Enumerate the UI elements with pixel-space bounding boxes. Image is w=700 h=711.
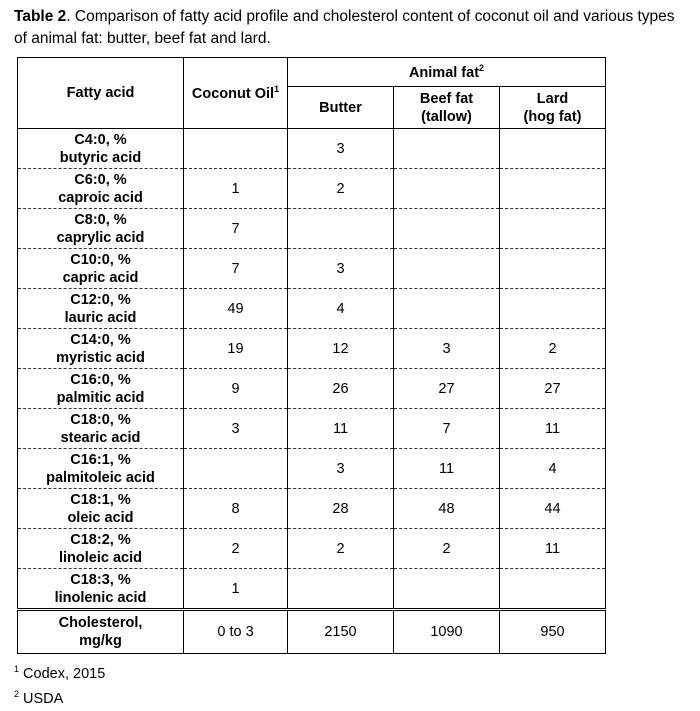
fatty-acid-name: capric acid (62, 269, 139, 286)
header-fatty-acid: Fatty acid (18, 58, 184, 129)
coconut-value-cell (184, 129, 288, 169)
header-butter: Butter (288, 87, 394, 129)
table-row (18, 369, 606, 409)
lard-value-cell: 44 (500, 489, 606, 529)
lard-value-cell (500, 169, 606, 209)
footnote-mark-2: 2 (479, 63, 485, 74)
coconut-value-cell: 19 (184, 329, 288, 369)
footnote-2: $^2$ USDA (14, 688, 64, 707)
coconut-value-cell: 49 (184, 289, 288, 329)
butter-value-cell: 26 (288, 369, 394, 409)
beef-value-cell: 27 (394, 369, 500, 409)
footnote-mark-1: 1 (274, 84, 280, 95)
fatty-acid-name: linoleic acid (59, 549, 142, 566)
fatty-acid-cell (18, 529, 184, 569)
fatty-acid-name: butyric acid (59, 149, 142, 166)
table-row (18, 249, 606, 289)
lard-value-cell: 11 (500, 529, 606, 569)
fatty-acid-name: lauric acid (64, 309, 137, 326)
butter-value-cell: 2 (288, 169, 394, 209)
lard-value-cell: 11 (500, 409, 606, 449)
fatty-acid-name: stearic acid (60, 429, 141, 446)
fatty-acid-name: mg/kg (79, 633, 122, 649)
table-row (18, 409, 606, 449)
fatty-acid-code: Cholesterol, (58, 615, 143, 631)
coconut-value-cell: 2 (184, 529, 288, 569)
beef-value-cell (394, 169, 500, 209)
fatty-acid-cell (18, 209, 184, 249)
butter-value-cell (288, 569, 394, 610)
fatty-acid-cell (18, 449, 184, 489)
butter-value-cell: 3 (288, 129, 394, 169)
header-lard: Lard (hog fat) (500, 87, 606, 129)
beef-value-cell (394, 129, 500, 169)
caption-label: Table 2 (14, 8, 67, 25)
butter-value-cell: 2150 (288, 610, 394, 654)
footnote-1: $^1$ Codex, 2015 (14, 664, 106, 682)
coconut-value-cell: 1 (184, 569, 288, 610)
fatty-acid-cell (18, 569, 184, 610)
beef-value-cell: 2 (394, 529, 500, 569)
beef-value-cell: 3 (394, 329, 500, 369)
fatty-acid-code: C16:1, % (70, 451, 131, 468)
beef-value-cell: 1090 (394, 610, 500, 654)
beef-value-cell: 7 (394, 409, 500, 449)
lard-value-cell (500, 249, 606, 289)
beef-value-cell (394, 289, 500, 329)
fatty-acid-code: C14:0, % (70, 331, 131, 348)
fatty-acid-name: myristic acid (56, 349, 145, 366)
table-row (18, 169, 606, 209)
cholesterol-row (18, 610, 606, 654)
fatty-acid-cell (18, 329, 184, 369)
fatty-acid-cell (18, 610, 184, 654)
coconut-value-cell: 7 (184, 209, 288, 249)
table-row (18, 329, 606, 369)
lard-value-cell (500, 129, 606, 169)
header-beef-fat: Beef fat (tallow) (394, 87, 500, 129)
fatty-acid-code: C4:0, % (74, 131, 127, 148)
fatty-acid-code: C18:0, % (70, 411, 131, 428)
coconut-value-cell (184, 449, 288, 489)
fatty-acid-code: C18:3, % (70, 571, 131, 588)
butter-value-cell: 3 (288, 449, 394, 489)
lard-value-cell (500, 289, 606, 329)
coconut-value-cell: 3 (184, 409, 288, 449)
table-row (18, 529, 606, 569)
fatty-acid-code: C6:0, % (74, 171, 127, 188)
fatty-acid-code: C16:0, % (70, 371, 131, 388)
coconut-value-cell: 7 (184, 249, 288, 289)
fatty-acid-code: C12:0, % (70, 291, 131, 308)
fatty-acid-code: C8:0, % (74, 211, 127, 228)
fatty-acid-cell (18, 289, 184, 329)
fatty-acid-name: caproic acid (58, 189, 143, 206)
footnotes (14, 659, 105, 709)
header-animal-fat: Animal fat$^2$ (288, 58, 606, 87)
table-row (18, 289, 606, 329)
lard-value-cell: 4 (500, 449, 606, 489)
beef-value-cell: 11 (394, 449, 500, 489)
lard-value-cell: 950 (500, 610, 606, 654)
fatty-acid-code: C18:1, % (70, 491, 131, 508)
fatty-acid-table (17, 57, 606, 654)
butter-value-cell: 2 (288, 529, 394, 569)
coconut-value-cell: 8 (184, 489, 288, 529)
fatty-acid-name: oleic acid (67, 509, 134, 526)
fatty-acid-code: C10:0, % (70, 251, 131, 268)
beef-value-cell (394, 249, 500, 289)
coconut-value-cell: 1 (184, 169, 288, 209)
butter-value-cell (288, 209, 394, 249)
fatty-acid-name: palmitic acid (56, 389, 145, 406)
lard-value-cell: 2 (500, 329, 606, 369)
table-row (18, 209, 606, 249)
caption-text: . Comparison of fatty acid profile and cholesterol content of coconut oil and various types of animal fat: butter, beef fat and lard. (14, 8, 675, 47)
lard-value-cell (500, 209, 606, 249)
table-container (17, 57, 606, 654)
fatty-acid-name: caprylic acid (56, 229, 145, 246)
lard-value-cell (500, 569, 606, 610)
lard-value-cell: 27 (500, 369, 606, 409)
fatty-acid-name: linolenic acid (54, 589, 147, 606)
coconut-value-cell: 9 (184, 369, 288, 409)
butter-value-cell: 28 (288, 489, 394, 529)
table-row (18, 489, 606, 529)
fatty-acid-cell (18, 129, 184, 169)
butter-value-cell: 11 (288, 409, 394, 449)
fatty-acid-code: C18:2, % (70, 531, 131, 548)
fatty-acid-cell (18, 409, 184, 449)
fatty-acid-cell (18, 369, 184, 409)
header-coconut-oil: Coconut Oil$^1$ (184, 58, 288, 129)
fatty-acid-cell (18, 489, 184, 529)
butter-value-cell: 4 (288, 289, 394, 329)
fatty-acid-cell (18, 249, 184, 289)
coconut-value-cell: 0 to 3 (184, 610, 288, 654)
beef-value-cell (394, 209, 500, 249)
table-body (18, 129, 606, 654)
fatty-acid-cell (18, 169, 184, 209)
fatty-acid-name: palmitoleic acid (46, 469, 155, 486)
table-caption (14, 6, 690, 50)
table-row (18, 569, 606, 610)
beef-value-cell: 48 (394, 489, 500, 529)
table-row (18, 129, 606, 169)
butter-value-cell: 3 (288, 249, 394, 289)
table-row (18, 449, 606, 489)
butter-value-cell: 12 (288, 329, 394, 369)
beef-value-cell (394, 569, 500, 610)
